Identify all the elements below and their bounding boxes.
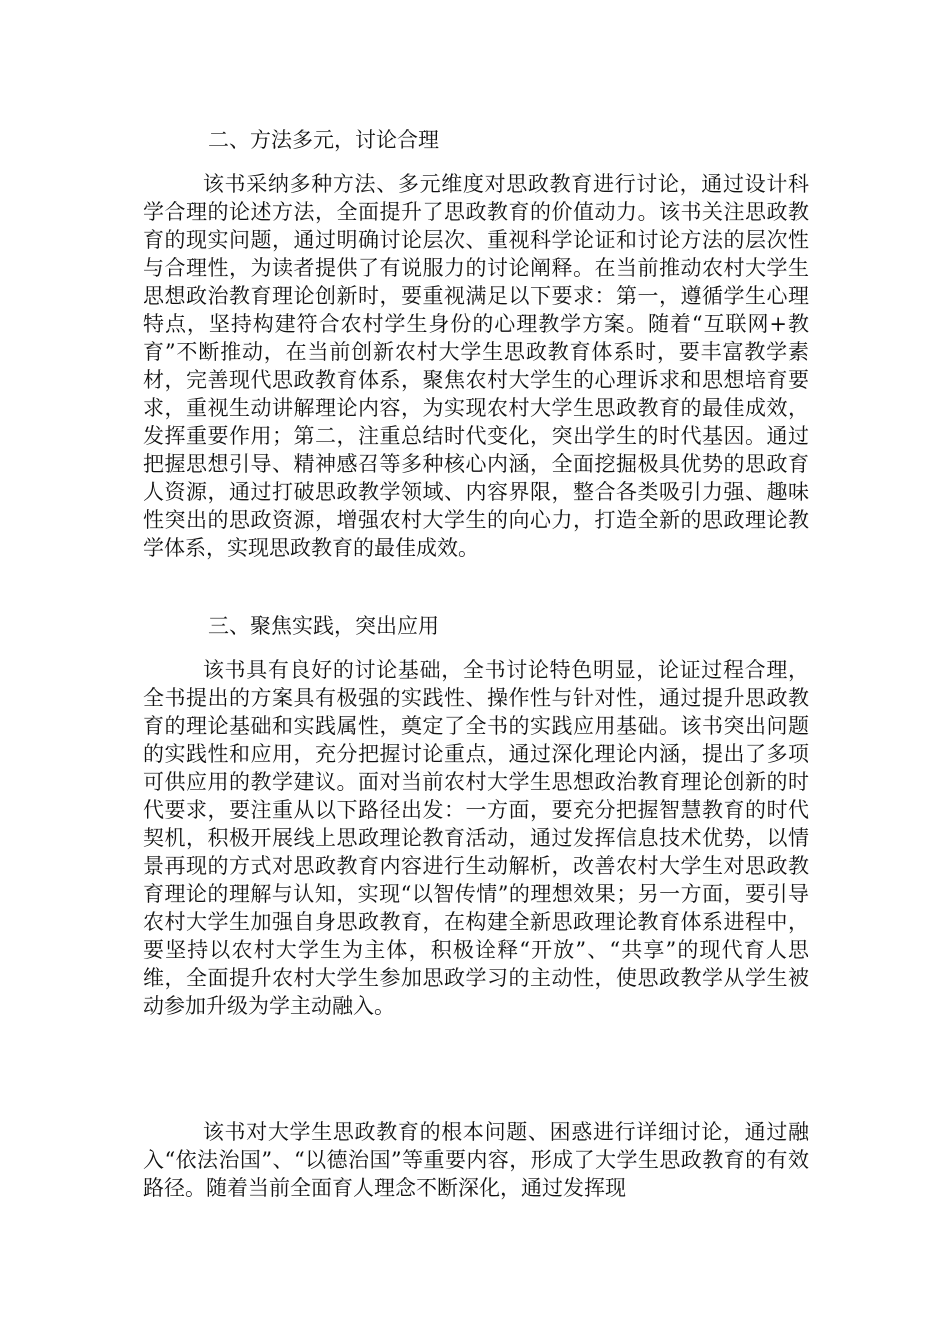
section-heading-2: 二、方法多元，讨论合理 [208, 128, 439, 152]
body-paragraph-3: 该书对大学生思政教育的根本问题、困惑进行详细讨论，通过融入“依法治国”、“以德治国”等重要内容，形成了大学生思政教育的有效路径。随着当前全面育人理念不断深化，通过发挥现 [143, 1120, 809, 1200]
body-paragraph-2: 该书具有良好的讨论基础，全书讨论特色明显，论证过程合理，全书提出的方案具有极强的实践性、操作性与针对性，通过提升思政教育的理论基础和实践属性，奠定了全书的实践应用基础。该书突出问题的实践性和应用，充分把握讨论重点，通过深化理论内涵，提出了多项可供应用的教学建议。面对当前农村大学生思想政治教育理论创新的时代要求，要注重从以下路径出发：一方面，要充分把握智慧教育的时代契机，积极开展线上思政理论教育活动，通过发挥信息技术优势，以情景再现的方式对思政教育内容进行生动解析，改善农村大学生对思政教育理论的理解与认知，实现“以智传情”的理想效果；另一方面，要引导农村大学生加强自身思政教育，在构建全新思政理论教育体系进程中，要坚持以农村大学生为主体，积极诠释“开放”、“共享”的现代育人思维，全面提升农村大学生参加思政学习的主动性，使思政教学从学生被动参加升级为学主动融入。 [143, 658, 809, 1018]
section-heading-3: 三、聚焦实践，突出应用 [208, 614, 439, 638]
body-paragraph-1: 该书采纳多种方法、多元维度对思政教育进行讨论，通过设计科学合理的论述方法，全面提升了思政教育的价值动力。该书关注思政教育的现实问题，通过明确讨论层次、重视科学论证和讨论方法的层次性与合理性，为读者提供了有说服力的讨论阐释。在当前推动农村大学生思想政治教育理论创新时，要重视满足以下要求：第一，遵循学生心理特点，坚持构建符合农村学生身份的心理教学方案。随着“互联网+教育”不断推动，在当前创新农村大学生思政教育体系时，要丰富教学素材，完善现代思政教育体系，聚焦农村大学生的心理诉求和思想培育要求，重视生动讲解理论内容，为实现农村大学生思政教育的最佳成效，发挥重要作用；第二，注重总结时代变化，突出学生的时代基因。通过把握思想引导、精神感召等多种核心内涵，全面挖掘极具优势的思政育人资源，通过打破思政教学领域、内容界限，整合各类吸引力强、趣味性突出的思政资源，增强农村大学生的向心力，打造全新的思政理论教学体系，实现思政教育的最佳成效。 [143, 172, 809, 560]
